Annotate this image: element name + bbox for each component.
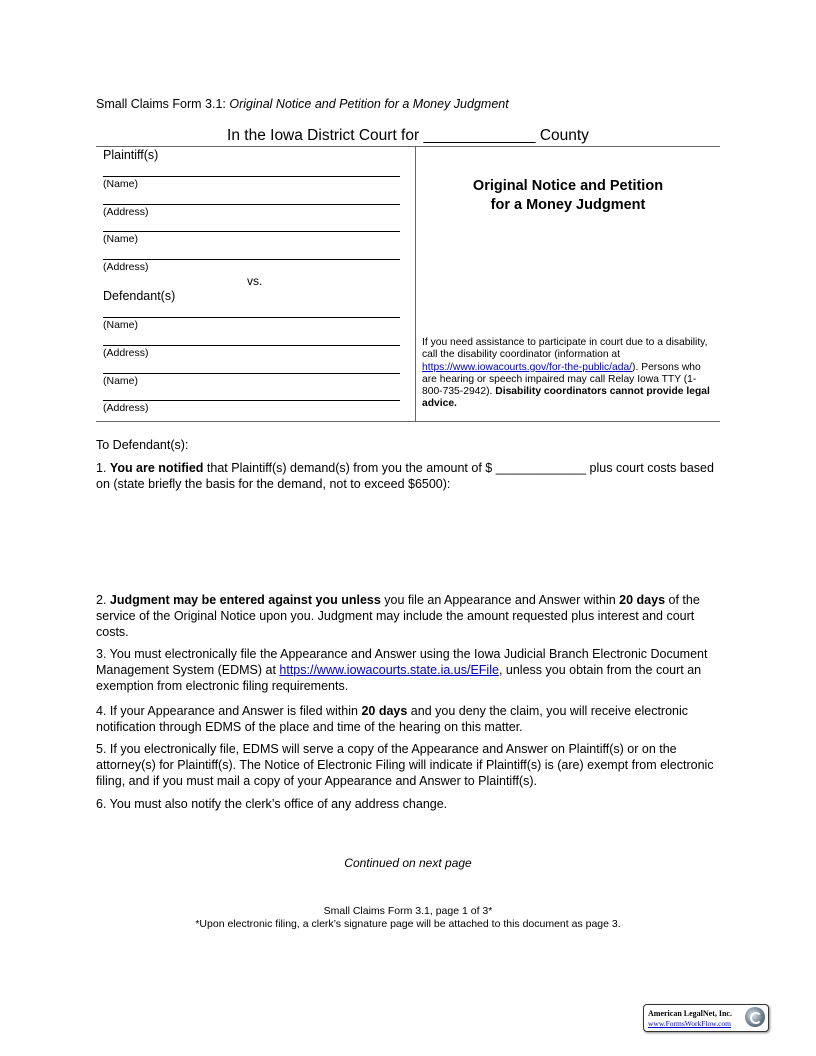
paragraph-3 <box>96 646 724 694</box>
globe-icon <box>745 1007 765 1027</box>
p4-text-1: 4. If your Appearance and Answer is filed within <box>96 704 362 718</box>
defendant-address-label-1: (Address) <box>103 347 149 359</box>
americanlegalnet-logo[interactable] <box>643 1004 769 1032</box>
defendant-name-label-2: (Name) <box>103 375 139 387</box>
document-title-line-1: Original Notice and Petition <box>472 178 664 194</box>
versus-label: vs. <box>247 274 263 288</box>
paragraph-5: 5. If you electronically file, EDMS will serve a copy of the Appearance and Answer on Plaintiff(s) or on the attorney(s) for Plaintiff(s). The Notice of Electronic Filing will indicate if Plaintiff(s) is (are) exempt from electronic filing, and if you must mail a copy of your Appearance and Answer to Plaintiff(s). <box>96 742 714 788</box>
efile-link[interactable]: https://www.iowacourts.state.ia.us/EFile <box>279 663 499 677</box>
p1-number: 1. <box>96 461 110 475</box>
p3-text-1: 3. You must electronically file the Appearance and Answer using the Iowa Judicial Branch Electronic Document Management System (EDMS) at <box>96 647 708 677</box>
p1-text: that Plaintiff(s) demand(s) from you the amount of $ _____________ plus court costs based on (state briefly the basis for the demand, not to exceed $6500): <box>96 461 714 491</box>
plaintiff-address-line-1[interactable] <box>103 204 400 205</box>
page-info: Small Claims Form 3.1, page 1 of 3* <box>323 905 493 917</box>
plaintiff-address-label-2: (Address) <box>103 261 149 273</box>
paragraph-6: 6. You must also notify the clerk’s office of any address change. <box>96 797 448 811</box>
defendant-label: Defendant(s) <box>103 289 176 303</box>
form-label: Small Claims Form 3.1: <box>96 97 226 111</box>
defendant-address-label-2: (Address) <box>103 402 149 414</box>
defendant-address-line-1[interactable] <box>103 345 400 346</box>
defendant-name-label-1: (Name) <box>103 319 139 331</box>
ada-text-2: ). Persons who are hearing or speech impaired may call Relay Iowa TTY (1-800-735-2942). <box>422 361 701 398</box>
p2-number: 2. <box>96 593 110 607</box>
court-line: In the Iowa District Court for _____________ County <box>227 127 589 144</box>
document-title-line-2: for a Money Judgment <box>490 197 646 213</box>
p4-text-2: and you deny the claim, you will receive electronic notification through EDMS of the place and time of the hearing on this matter. <box>96 704 689 734</box>
case-caption <box>96 146 720 422</box>
ada-link[interactable]: https://www.iowacourts.gov/for-the-public/ada/ <box>422 361 633 373</box>
logo-name: American LegalNet, Inc. <box>648 1009 732 1018</box>
ada-warning: Disability coordinators cannot provide legal advice. <box>422 386 710 410</box>
defendant-name-line-1[interactable] <box>103 317 400 318</box>
p1-bold: You are notified <box>109 461 204 475</box>
defendant-name-line-2[interactable] <box>103 373 400 374</box>
form-title-italic: Original Notice and Petition for a Money Judgment <box>229 97 509 111</box>
paragraph-2 <box>96 592 724 640</box>
paragraph-4 <box>96 703 724 735</box>
plaintiff-address-label-1: (Address) <box>103 206 149 218</box>
plaintiff-name-label-1: (Name) <box>103 178 139 190</box>
p2-bold-1: Judgment may be entered against you unless <box>109 593 381 607</box>
ada-notice <box>422 337 716 411</box>
plaintiff-address-line-2[interactable] <box>103 259 400 260</box>
form-title <box>96 97 509 111</box>
paragraph-1 <box>96 460 724 492</box>
continued-note: Continued on next page <box>344 856 472 870</box>
page-footer <box>96 905 720 930</box>
document-title <box>416 177 720 215</box>
footer-note: *Upon electronic filing, a clerk’s signature page will be attached to this document as page 3. <box>195 917 621 930</box>
p2-bold-2: 20 days <box>619 593 666 607</box>
p4-bold: 20 days <box>361 704 408 718</box>
p3-text-2: , unless you obtain from the court an exemption from electronic filing requirements. <box>96 663 702 693</box>
p2-text-1: you file an Appearance and Answer within <box>380 593 620 607</box>
plaintiff-name-label-2: (Name) <box>103 233 139 245</box>
ada-text-1: If you need assistance to participate in court due to a disability, call the disability coordinator (information at <box>422 337 708 361</box>
plaintiff-name-line-1[interactable] <box>103 176 400 177</box>
to-defendants: To Defendant(s): <box>96 438 189 452</box>
plaintiff-name-line-2[interactable] <box>103 231 400 232</box>
logo-url[interactable]: www.FormsWorkFlow.com <box>648 1019 732 1028</box>
p2-text-2: of the service of the Original Notice upon you. Judgment may include the amount requested plus interest and court costs. <box>96 593 700 639</box>
defendant-address-line-2[interactable] <box>103 400 400 401</box>
plaintiff-label: Plaintiff(s) <box>103 148 159 162</box>
